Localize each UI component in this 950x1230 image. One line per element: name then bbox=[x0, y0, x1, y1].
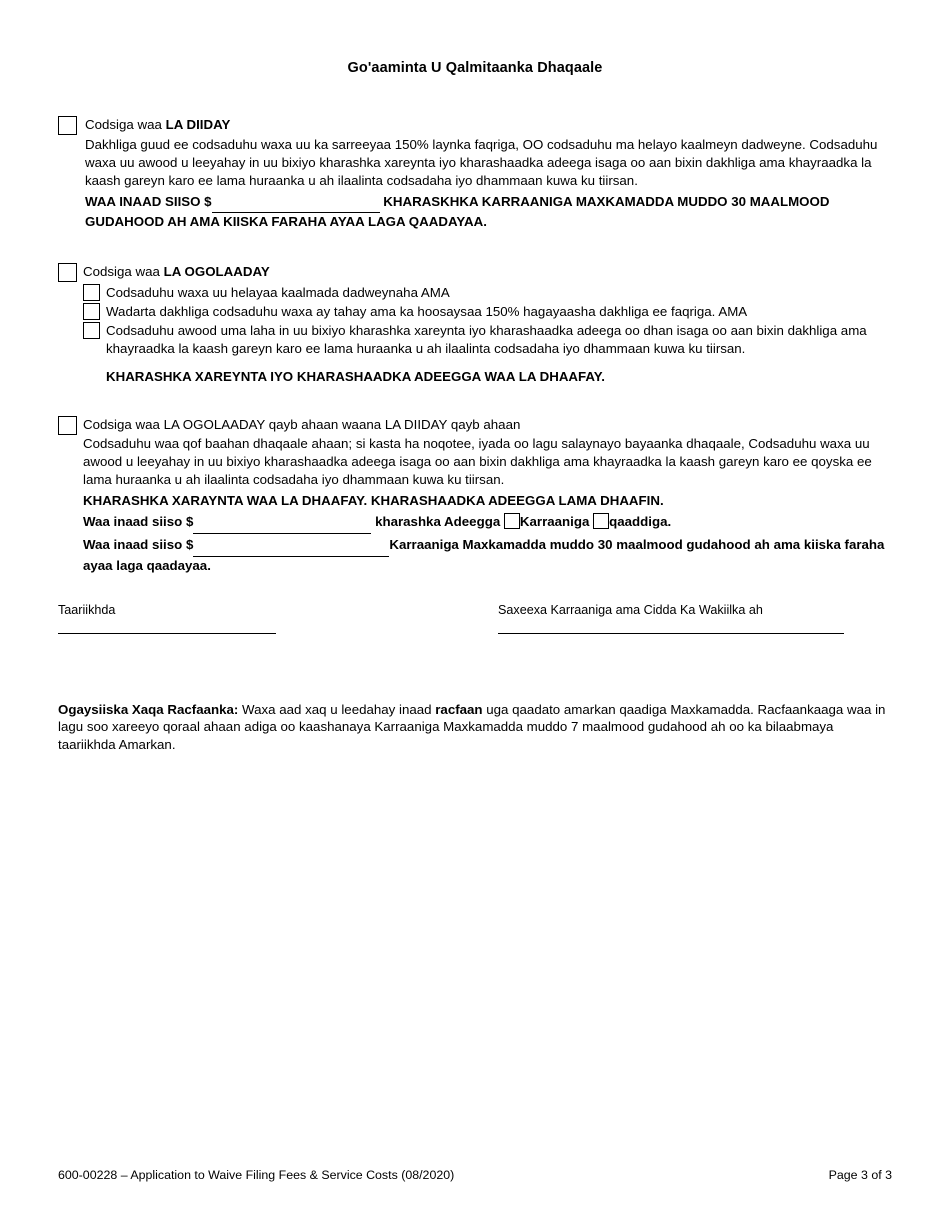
approved-heading-prefix: Codsiga waa bbox=[83, 264, 164, 280]
section-partial bbox=[58, 416, 892, 575]
section-approved bbox=[58, 263, 892, 385]
partial-pay-1-text: kharashka Adeegga bbox=[375, 513, 501, 529]
approved-heading bbox=[83, 263, 892, 281]
date-label: Taariikhda bbox=[58, 602, 116, 617]
partial-paragraph: Codsaduhu waa qof baahan dhaqaale ahaan; si kasta ha noqotee, iyada oo lagu salaynayo bayaanka dhaqaale, Codsaduhu waxa uu awood u leeyahay in uu bixiyo kharashaadka adeega isaga oo aan bixin dakhliga ama khayraadka la kaash gareyn karo ee qoyska ee lama huraanka u ah ilaalinta codsadaha iyo dhammaan kuwa ku tiirsan. bbox=[83, 436, 872, 488]
signature-area bbox=[58, 603, 892, 659]
approved-option-3-label: Codsaduhu awood uma laha in uu bixiyo kharashka xareynta iyo kharashaadka adeega oo dhan isaga oo aan bixin dakhliga ama khayraadka la kaash gareyn karo ee lama huraanka u ah ilaalinta codsadaha iyo dhammaan kuwa ku tiirsan. bbox=[106, 322, 867, 356]
approved-heading-bold: LA OGOLAADAY bbox=[163, 264, 270, 280]
denied-payment-label: WAA INAAD SIISO $ bbox=[85, 193, 212, 209]
approved-option-1-label: Codsaduhu waxa uu helayaa kaalmada dadweynaha AMA bbox=[106, 285, 450, 301]
appeal-notice-bold-word: racfaan bbox=[435, 701, 483, 717]
partial-bold-note: KHARASHKA XARAYNTA WAA LA DHAAFAY. KHARASHAADKA ADEEGGA LAMA DHAAFIN. bbox=[83, 493, 664, 508]
approved-option-1 bbox=[83, 284, 892, 302]
clerk-signature-label: Saxeexa Karraaniga ama Cidda Ka Wakiilka ah bbox=[498, 602, 763, 617]
appeal-notice-label: Ogaysiiska Xaqa Racfaanka: bbox=[58, 701, 239, 717]
checkbox-partial-clerk[interactable] bbox=[504, 513, 520, 529]
date-line[interactable] bbox=[58, 633, 276, 634]
section-denied bbox=[58, 116, 892, 231]
denied-heading bbox=[85, 116, 892, 134]
partial-heading: Codsiga waa LA OGOLAADAY qayb ahaan waana LA DIIDAY qayb ahaan bbox=[83, 416, 521, 432]
page-footer bbox=[58, 1168, 892, 1182]
approved-option-3 bbox=[83, 322, 892, 358]
checkbox-approved-option-1[interactable] bbox=[83, 284, 100, 301]
denied-paragraph: Dakhliga guud ee codsaduhu waxa uu ka sarreeyaa 150% laynka faqriga, OO codsaduhu ma helayo kaalmeyn dadweyne. Codsaduhu waxa uu awood u leeyahay in uu bixiyo kharashka xareynta iyo kharashaadka adeega isaga oo aan bixin dakhliga ama khayraadka la kaash gareyn karo ee lama huraanka u ah ilaalinta codsadaha iyo dhammaan kuwa ku tiirsan. bbox=[85, 136, 878, 188]
checkbox-partial[interactable] bbox=[58, 416, 77, 435]
appeal-notice-text-2: uga qaadato amarkan qaadiga Maxkamadda. Racfaankaaga waa in lagu soo xareeyo qoraal ahaan adiga oo kaashanaya Karraaniga Maxkamadda muddo 7 maalmood gudahood ah oo ka bilaabmaya taariikhda Amarkan. bbox=[58, 701, 886, 753]
partial-pay-1-label: Waa inaad siiso $ bbox=[83, 513, 194, 529]
footer-form-id: 600-00228 – Application to Waive Filing Fees & Service Costs (08/2020) bbox=[58, 1168, 455, 1182]
partial-pay-2-text: Karraaniga Maxkamadda muddo 30 maalmood gudahood ah ama kiiska faraha ayaa laga qaadayaa. bbox=[83, 536, 885, 573]
partial-clerk-amount-field[interactable] bbox=[193, 538, 389, 557]
denied-heading-bold: LA DIIDAY bbox=[165, 117, 231, 132]
denied-payment-line bbox=[85, 193, 892, 232]
checkbox-denied[interactable] bbox=[58, 116, 77, 135]
partial-service-amount-field[interactable] bbox=[193, 515, 371, 534]
approved-option-2-label: Wadarta dakhliga codsaduhu waxa ay tahay ama ka hoosaysaa 150% hagayaasha dakhliga ee faqriga. AMA bbox=[106, 304, 748, 319]
checkbox-approved-option-3[interactable] bbox=[83, 322, 100, 339]
checkbox-approved[interactable] bbox=[58, 263, 77, 282]
partial-pay-1-clerk: Karraaniga bbox=[519, 513, 590, 529]
partial-pay-line-1 bbox=[83, 513, 892, 534]
denied-heading-prefix: Codsiga waa bbox=[85, 117, 166, 132]
page-title: Go'aaminta U Qalmitaanka Dhaqaale bbox=[347, 60, 603, 76]
checkbox-approved-option-2[interactable] bbox=[83, 303, 100, 320]
appeal-notice bbox=[58, 701, 892, 755]
partial-pay-1-judge: qaaddiga. bbox=[609, 513, 672, 529]
denied-amount-field[interactable] bbox=[212, 195, 380, 214]
partial-pay-line-2 bbox=[83, 536, 892, 575]
clerk-signature-line[interactable] bbox=[498, 633, 844, 634]
partial-pay-2-label: Waa inaad siiso $ bbox=[83, 536, 194, 552]
approved-conclusion: KHARASHKA XAREYNTA IYO KHARASHAADKA ADEEGGA WAA LA DHAAFAY. bbox=[106, 368, 605, 384]
footer-page-number: Page 3 of 3 bbox=[828, 1168, 892, 1182]
denied-payment-terms: KHARASKHKA KARRAANIGA MAXKAMADDA MUDDO 30 MAALMOOD GUDAHOOD AH AMA KIISKA FARAHA AYAA LAGA QAADAYAA. bbox=[85, 193, 830, 230]
approved-option-2 bbox=[83, 303, 892, 321]
appeal-notice-text-1: Waxa aad xaq u leedahay inaad bbox=[238, 701, 436, 717]
checkbox-partial-judge[interactable] bbox=[593, 513, 609, 529]
